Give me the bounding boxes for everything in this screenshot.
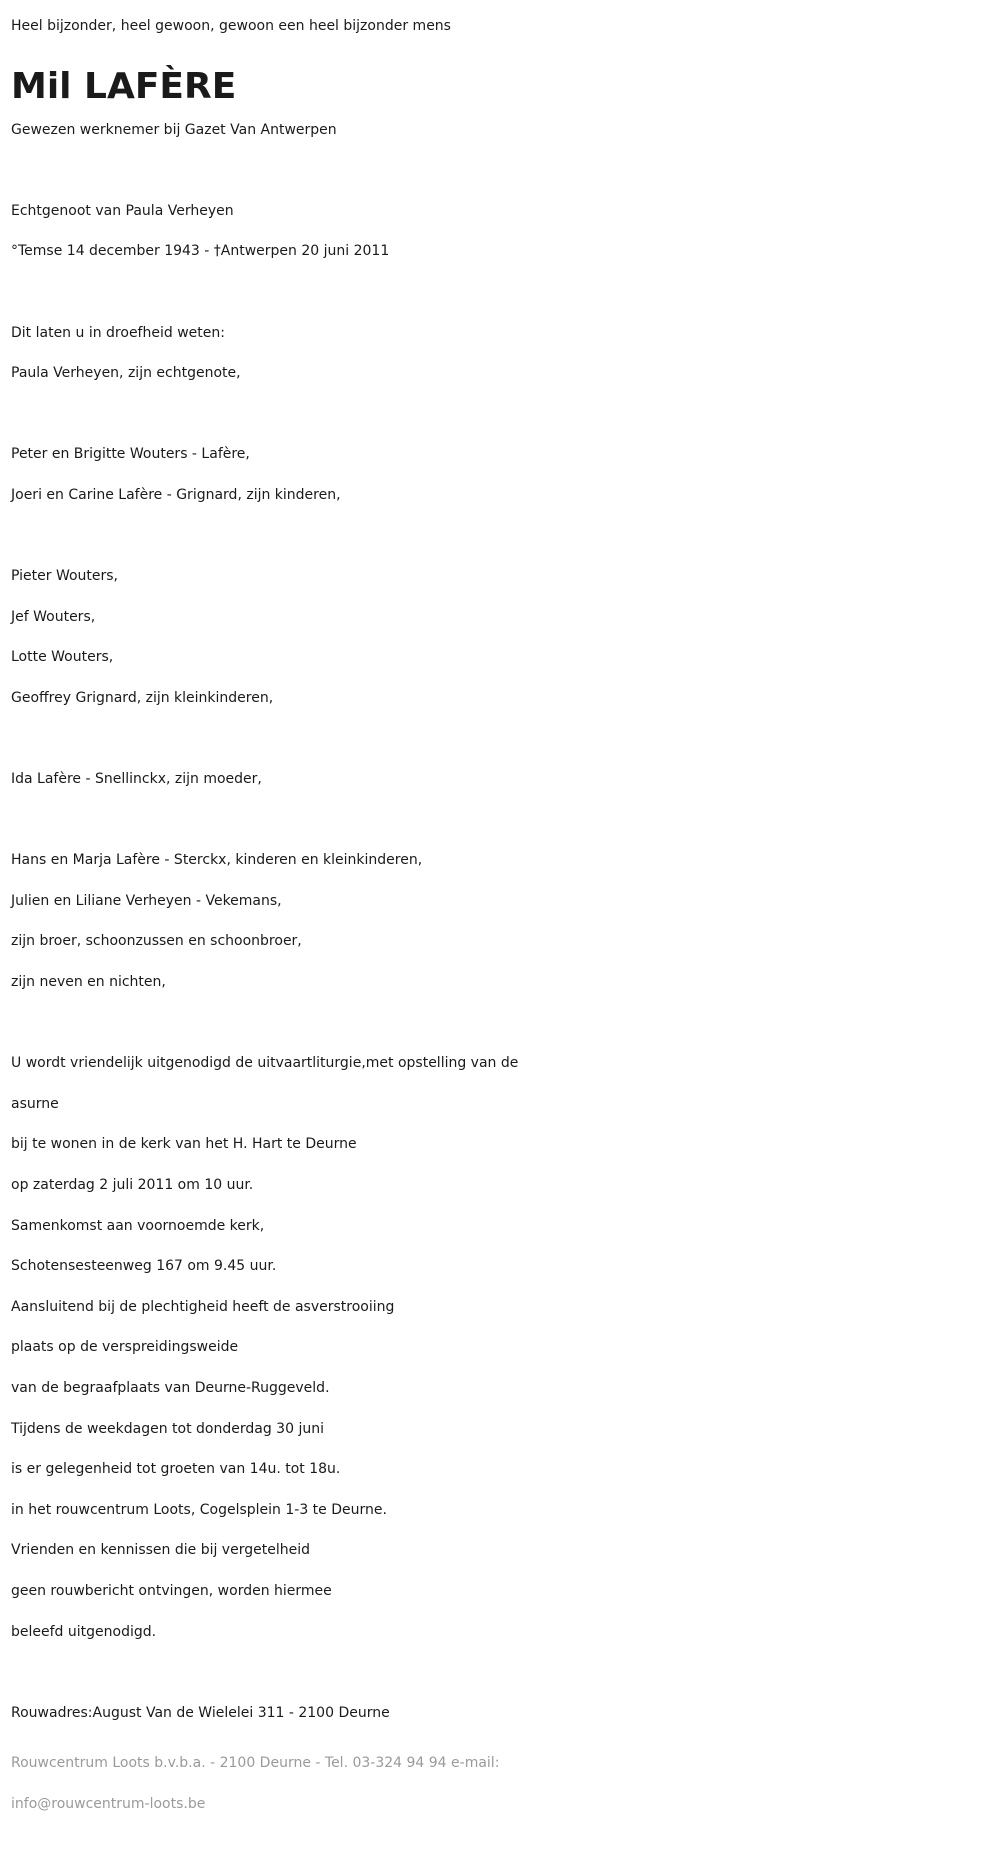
motto-line: Heel bijzonder, heel gewoon, gewoon een heel bijzonder mens (11, 18, 451, 34)
grandchild-line: Pieter Wouters, (11, 568, 119, 585)
announce-intro: Dit laten u in droefheid weten: (11, 324, 225, 341)
ceremony-line: Samenkomst aan voornoemde kerk, (11, 1217, 265, 1234)
ceremony-line: Schotensesteenweg 167 om 9.45 uur. (11, 1258, 277, 1275)
grandchild-line: Lotte Wouters, (11, 649, 114, 666)
ceremony-line: Tijdens de weekdagen tot donderdag 30 juni (11, 1420, 324, 1437)
ceremony-line: op zaterdag 2 juli 2011 om 10 uur. (11, 1177, 254, 1194)
footer-line: Rouwcentrum Loots b.v.b.a. - 2100 Deurne - Tel. 03-324 94 94 e-mail: (11, 1755, 500, 1772)
wife-line: Paula Verheyen, zijn echtgenote, (11, 365, 241, 382)
mother-line: Ida Lafère - Snellinckx, zijn moeder, (11, 771, 262, 788)
funeral-home-footer (11, 1743, 991, 1824)
spacer (11, 272, 991, 313)
family-line: Julien en Liliane Verheyen - Vekemans, (11, 892, 282, 909)
ceremony-line: U wordt vriendelijk uitgenodigd de uitvaartliturgie,met opstelling van de (11, 1055, 519, 1072)
occupation-line: Gewezen werknemer bij Gazet Van Antwerpen (11, 121, 337, 138)
spacer (11, 394, 991, 435)
ceremony-line: plaats op de verspreidingsweide (11, 1339, 239, 1356)
ceremony-line: van de begraafplaats van Deurne-Ruggeveld. (11, 1380, 330, 1396)
ceremony-line: in het rouwcentrum Loots, Cogelsplein 1-3 te Deurne. (11, 1501, 387, 1518)
spacer (11, 719, 991, 760)
family-line: Hans en Marja Lafère - Sterckx, kinderen en kleinkinderen, (11, 852, 423, 869)
obituary-notice (11, 0, 991, 1825)
dates-line: °Temse 14 december 1943 - †Antwerpen 20 juni 2011 (11, 243, 390, 260)
ceremony-line: geen rouwbericht ontvingen, worden hiermee (11, 1582, 332, 1599)
family-line: zijn broer, schoonzussen en schoonbroer, (11, 933, 302, 950)
footer-line[interactable]: info@rouwcentrum-loots.be (11, 1795, 206, 1812)
deceased-name: Mil LAFÈRE (11, 65, 237, 107)
spacer (11, 800, 991, 841)
mourning-address: Rouwadres:August Van de Wielelei 311 - 2100 Deurne (11, 1704, 390, 1721)
ceremony-line: Vrienden en kennissen die bij vergetelheid (11, 1542, 310, 1559)
spacer (11, 516, 991, 557)
ceremony-line: Aansluitend bij de plechtigheid heeft de asverstrooiing (11, 1298, 395, 1315)
ceremony-line: bij te wonen in de kerk van het H. Hart te Deurne (11, 1136, 357, 1153)
ceremony-line: asurne (11, 1095, 59, 1112)
children-line: Peter en Brigitte Wouters - Lafère, (11, 446, 250, 463)
spacer (11, 1652, 991, 1693)
family-line: zijn neven en nichten, (11, 974, 166, 991)
ceremony-line: is er gelegenheid tot groeten van 14u. tot 18u. (11, 1461, 341, 1478)
spacer (11, 150, 991, 191)
ceremony-line: beleefd uitgenodigd. (11, 1623, 157, 1640)
children-line: Joeri en Carine Lafère - Grignard, zijn kinderen, (11, 486, 341, 503)
grandchild-line: Jef Wouters, (11, 608, 96, 625)
spacer (11, 1003, 991, 1044)
grandchild-line: Geoffrey Grignard, zijn kleinkinderen, (11, 689, 274, 706)
spouse-line: Echtgenoot van Paula Verheyen (11, 202, 234, 219)
